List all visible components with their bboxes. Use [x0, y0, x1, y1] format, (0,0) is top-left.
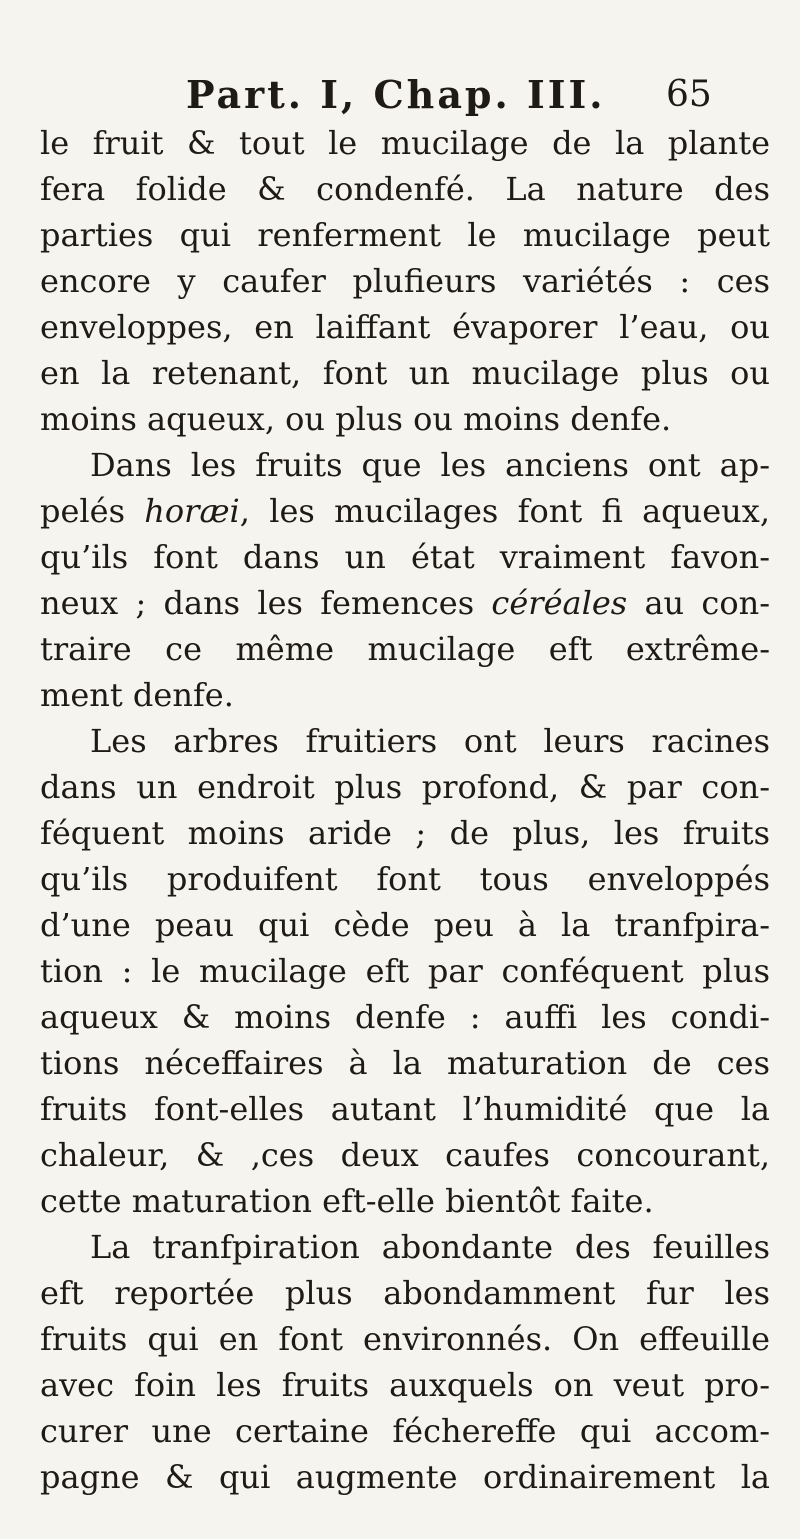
text-line: pagne & qui augmente ordinairement la [40, 1458, 770, 1496]
text-line: fera folide & condenfé. La nature des [40, 170, 770, 208]
text-line: aqueux & moins denfe : auffi les condi- [40, 998, 770, 1036]
text-line: encore y caufer plufieurs variétés : ces [40, 262, 770, 300]
text-line: Les arbres fruitiers ont leurs racines [90, 722, 770, 760]
text-line: eft reportée plus abondamment fur les [40, 1274, 770, 1312]
text-line: féquent moins aride ; de plus, les fruits [40, 814, 770, 852]
text-line: neux ; dans les femences céréales au con- [40, 584, 771, 622]
text-line: le fruit & tout le mucilage de la plante [40, 124, 770, 162]
page-number: 65 [666, 74, 712, 115]
text-line: qu’ils produifent font tous enveloppés [40, 860, 770, 898]
text-line: La tranfpiration abondante des feuilles [90, 1228, 770, 1266]
running-head-title: Part. I, Chap. III. [186, 72, 606, 117]
text-line: fruits qui en font environnés. On effeuille [40, 1320, 770, 1358]
text-line: parties qui renferment le mucilage peut [40, 216, 770, 254]
text-line: ment denfe. [40, 676, 234, 714]
text-line: Dans les fruits que les anciens ont ap- [90, 446, 770, 484]
text-line: pelés horæi, les mucilages font fi aqueux, [40, 492, 771, 530]
italic-term: horæi [144, 492, 240, 530]
text-line: traire ce même mucilage eft extrême- [40, 630, 770, 668]
text-line: d’une peau qui cède peu à la tranfpira- [40, 906, 770, 944]
italic-term: céréales [491, 584, 628, 622]
text-line: enveloppes, en laiffant évaporer l’eau, ou [40, 308, 770, 346]
text-line: tion : le mucilage eft par conféquent plus [40, 952, 770, 990]
text-line: dans un endroit plus profond, & par con- [40, 768, 770, 806]
text-line: cette maturation eft-elle bientôt faite. [40, 1182, 654, 1220]
text-line: en la retenant, font un mucilage plus ou [40, 354, 770, 392]
text-line: moins aqueux, ou plus ou moins denfe. [40, 400, 672, 438]
text-line: tions néceffaires à la maturation de ces [40, 1044, 770, 1082]
text-line: fruits font-elles autant l’humidité que la [40, 1090, 770, 1128]
text-line: qu’ils font dans un état vraiment favon- [40, 538, 770, 576]
text-line: chaleur, & ,ces deux caufes concourant, [40, 1136, 770, 1174]
text-line: avec foin les fruits auxquels on veut pro- [40, 1366, 770, 1404]
text-line: curer une certaine féchereffe qui accom- [40, 1412, 770, 1450]
